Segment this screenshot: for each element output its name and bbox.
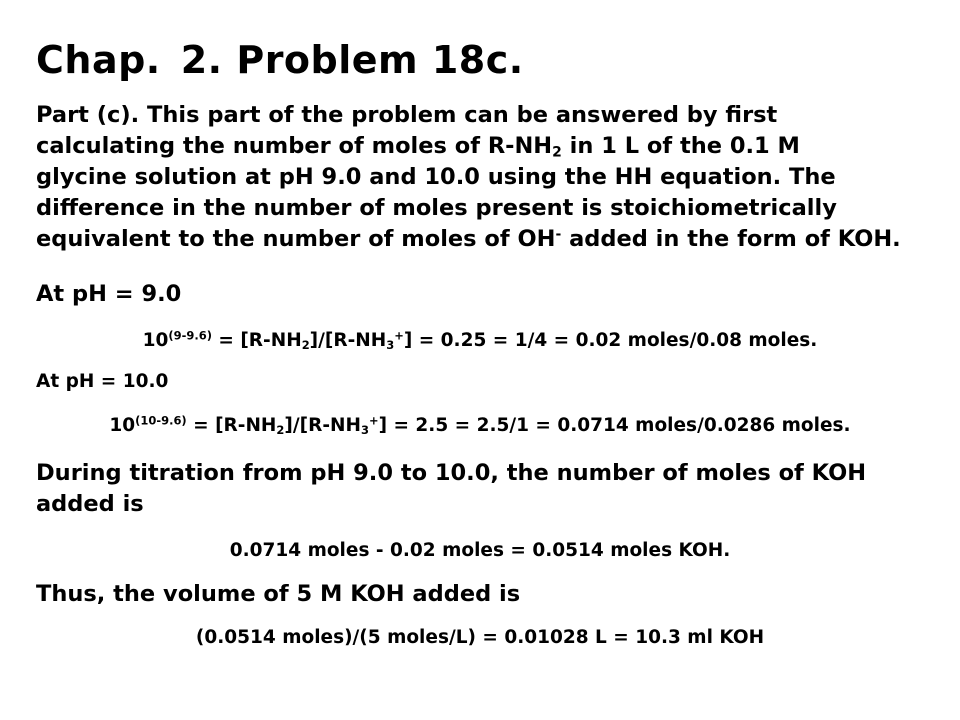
ph9-base: 10 — [142, 330, 169, 351]
intro-line-5-superscript: - — [555, 226, 562, 243]
ph10-equation — [0, 415, 960, 436]
ph9-equation — [0, 330, 960, 351]
ph10-heading: At pH = 10.0 — [36, 371, 169, 392]
ph9-sup-2: + — [394, 328, 404, 343]
intro-line-5-rest: added in the form of KOH. — [561, 226, 901, 252]
intro-paragraph — [36, 100, 901, 255]
intro-line-1: Part (c). This part of the problem can be answered by first — [36, 102, 778, 128]
volume-line: Thus, the volume of 5 M KOH added is — [36, 581, 521, 607]
title-problem: 2. Problem 18c. — [180, 38, 524, 82]
ph10-sup-2: + — [368, 413, 379, 428]
intro-line-2-rest: in 1 L of the 0.1 M — [561, 133, 800, 159]
titration-line-1: During titration from pH 9.0 to 10.0, the number of moles of KOH — [36, 460, 867, 486]
ph9-sub-1: 2 — [301, 337, 310, 352]
ph9-eq-part-a: = [R-NH — [211, 330, 302, 351]
intro-line-2-text: calculating the number of moles of R-NH — [36, 133, 553, 159]
ph10-eq-part-c: ] = 2.5 = 2.5/1 = 0.0714 moles/0.0286 moles. — [378, 415, 851, 436]
titration-line-2: added is — [36, 491, 144, 517]
ph9-eq-part-c: ] = 0.25 = 1/4 = 0.02 moles/0.08 moles. — [403, 330, 818, 351]
ph9-sub-2: 3 — [386, 337, 395, 352]
page-title — [36, 38, 524, 82]
intro-line-3: glycine solution at pH 9.0 and 10.0 using the HH equation. The — [36, 164, 836, 190]
intro-line-2 — [36, 131, 901, 162]
title-chap: Chap. — [36, 38, 161, 82]
titration-calc: 0.0714 moles - 0.02 moles = 0.0514 moles KOH. — [229, 540, 731, 561]
ph10-base: 10 — [109, 415, 136, 436]
ph9-heading: At pH = 9.0 — [36, 281, 182, 307]
volume-calc: (0.0514 moles)/(5 moles/L) = 0.01028 L = 10.3 ml KOH — [195, 627, 765, 648]
intro-line-5-text: equivalent to the number of moles of OH — [36, 226, 556, 252]
ph9-eq-part-b: ]/[R-NH — [309, 330, 387, 351]
ph10-sub-1: 2 — [276, 422, 285, 437]
ph9-exponent: (9-9.6) — [168, 328, 212, 343]
titration-paragraph — [36, 458, 866, 520]
intro-line-4: difference in the number of moles present is stoichiometrically — [36, 195, 837, 221]
intro-line-2-subscript: 2 — [552, 144, 562, 161]
ph10-eq-part-b: ]/[R-NH — [284, 415, 361, 436]
ph10-eq-part-a: = [R-NH — [186, 415, 277, 436]
intro-line-5 — [36, 224, 901, 255]
ph10-exponent: (10-9.6) — [135, 413, 187, 428]
ph10-sub-2: 3 — [360, 422, 369, 437]
